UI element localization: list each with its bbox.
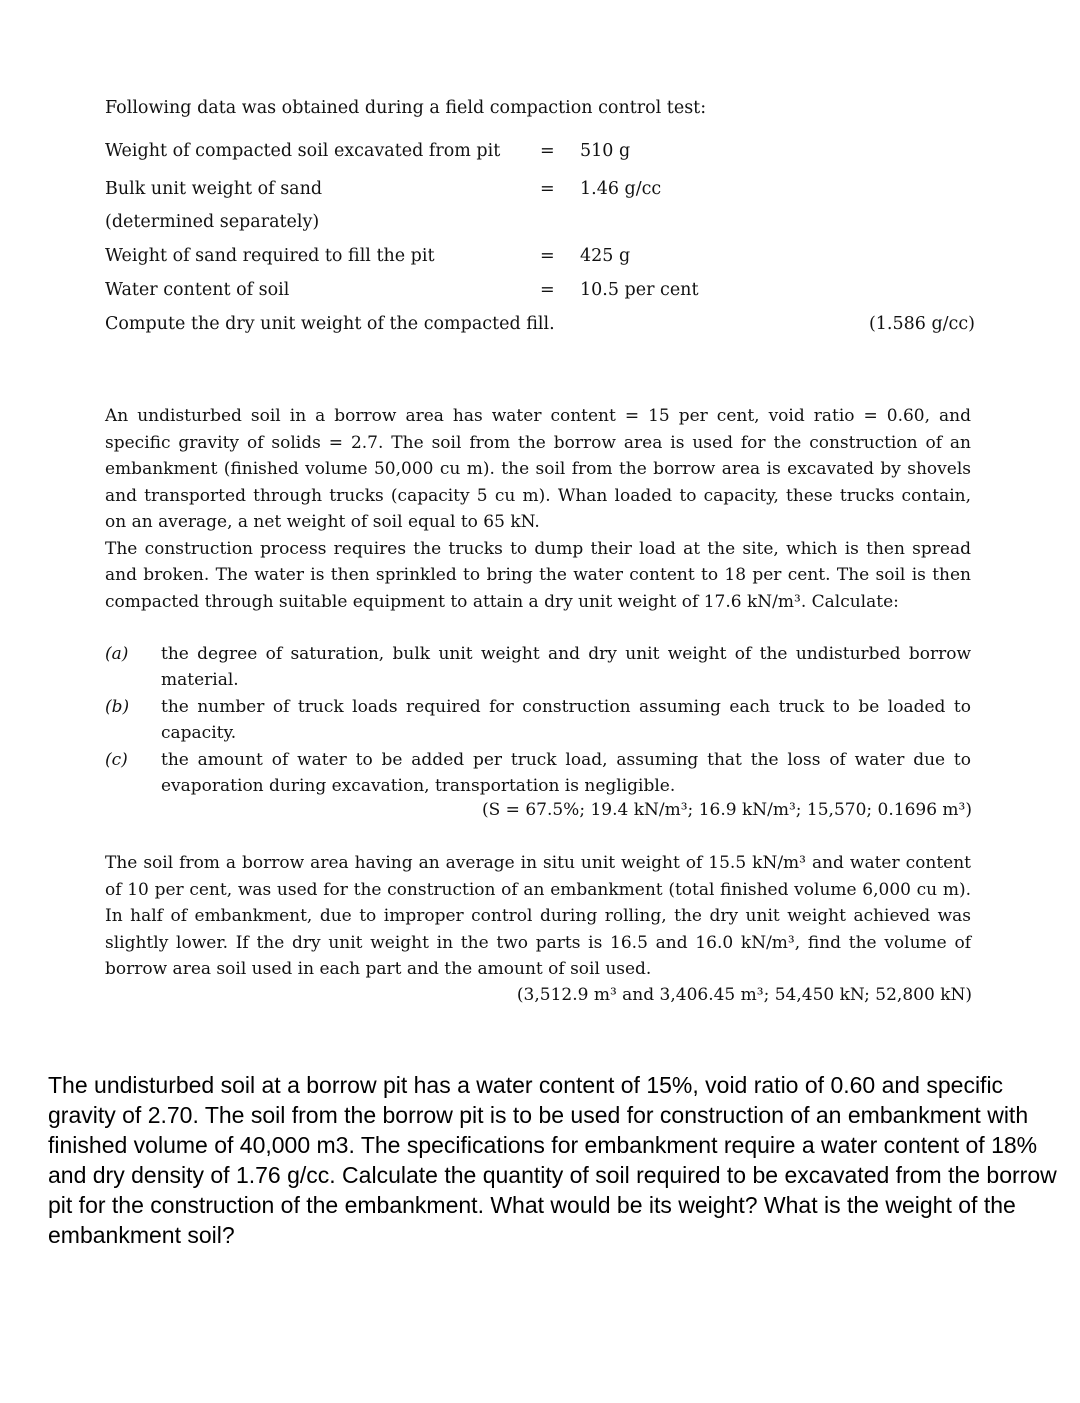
data-row xyxy=(105,141,975,161)
data-row xyxy=(105,179,975,199)
problem2-paragraph-1: An undisturbed soil in a borrow area has water content = 15 per cent, void ratio = 0.60, and specific gravity of solids = 2.7. The soil from the borrow area is used for the construction of an embankment (finished volume 50,000 cu m). the soil from the borrow area is excavated by shovels and transported through trucks (capacity 5 cu m). Whan loaded to capacity, these trucks contain, on an average, a net weight of soil equal to 65 kN. xyxy=(105,406,971,532)
data-value: 425 g xyxy=(580,246,631,266)
item-label: (a) xyxy=(105,644,129,664)
data-row xyxy=(105,280,975,300)
data-row xyxy=(105,212,975,232)
data-label: Weight of sand required to fill the pit xyxy=(105,246,435,266)
item-text: the amount of water to be added per truck load, assuming that the loss of water due to evaporation during excavation, transportation is negligible. xyxy=(161,750,971,796)
data-label: (determined separately) xyxy=(105,212,320,232)
problem3-text: The soil from a borrow area having an average in situ unit weight of 15.5 kN/m³ and water content of 10 per cent, was used for the construction of an embankment (total finished volume 6,000 cu m). In half of embankment, due to improper control during rolling, the dry unit weight achieved was slightly lower. If the dry unit weight in the two parts is 16.5 and 16.0 kN/m³, find the volume of borrow area soil used in each part and the amount of soil used. xyxy=(105,853,971,979)
problem2-paragraph-2: The construction process requires the trucks to dump their load at the site, which is then spread and broken. The water is then sprinkled to bring the water content to 18 per cent. The soil is then compacted through suitable equipment to attain a dry unit weight of 17.6 kN/m³. Calculate: xyxy=(105,538,971,612)
data-label: Weight of compacted soil excavated from pit xyxy=(105,141,501,161)
equals-sign: = xyxy=(540,246,555,266)
problem2-answer: (S = 67.5%; 19.4 kN/m³; 16.9 kN/m³; 15,570; 0.1696 m³) xyxy=(482,800,972,820)
item-text: the number of truck loads required for construction assuming each truck to be loaded to capacity. xyxy=(161,697,971,743)
equals-sign: = xyxy=(540,179,555,199)
problem1-answer: (1.586 g/cc) xyxy=(868,314,975,334)
data-value: 1.46 g/cc xyxy=(580,179,662,199)
data-value: 10.5 per cent xyxy=(580,280,699,300)
data-label: Water content of soil xyxy=(105,280,290,300)
data-value: 510 g xyxy=(580,141,631,161)
problem4-text: The undisturbed soil at a borrow pit has a water content of 15%, void ratio of 0.60 and specific gravity of 2.70. The soil from the borrow pit is to be used for construction of an embankment with finished volume of 40,000 m3. The specifications for embankment require a water content of 18% and dry density of 1.76 g/cc. Calculate the quantity of soil required to be excavated from the borrow pit for the construction of the embankment. What would be its weight? What is the weight of the embankment soil? xyxy=(48,1072,1057,1248)
item-label: (c) xyxy=(105,750,128,770)
problem1-question: Compute the dry unit weight of the compacted fill. xyxy=(105,314,555,334)
problem3-answer: (3,512.9 m³ and 3,406.45 m³; 54,450 kN; 52,800 kN) xyxy=(516,985,972,1005)
equals-sign: = xyxy=(540,141,555,161)
problem3-body xyxy=(105,850,971,983)
problem2-body xyxy=(105,403,971,615)
problem1-intro: Following data was obtained during a field compaction control test: xyxy=(105,98,707,118)
equals-sign: = xyxy=(540,280,555,300)
data-row xyxy=(105,246,975,266)
item-label: (b) xyxy=(105,697,130,717)
data-label: Bulk unit weight of sand xyxy=(105,179,323,199)
item-text: the degree of saturation, bulk unit weight and dry unit weight of the undisturbed borrow material. xyxy=(161,644,971,690)
